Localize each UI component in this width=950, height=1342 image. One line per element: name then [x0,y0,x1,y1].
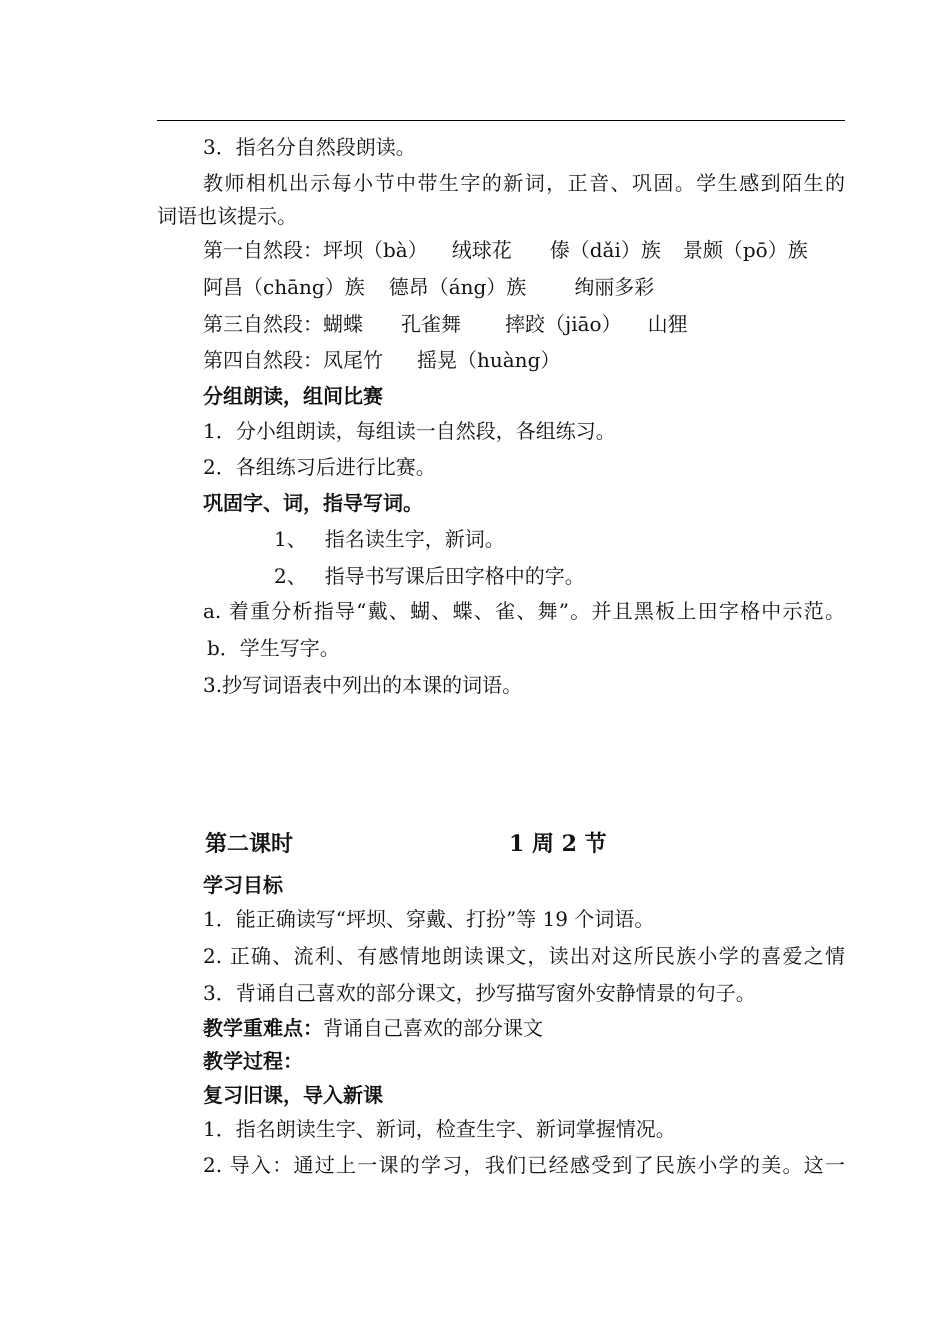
group-item-1: 1．分小组朗读，每组读一自然段，各组练习。 [203,419,616,443]
para1-label: 第一自然段： [203,238,323,262]
goal-1: 1．能正确读写“坪坝、穿戴、打扮”等 19 个词语。 [203,907,655,931]
consolidate-heading: 巩固字、词，指导写词。 [203,491,423,515]
consolidate-b: b．学生写字。 [207,636,340,660]
key-text: 背诵自己喜欢的部分课文 [323,1016,543,1040]
group-item-2: 2．各组练习后进行比赛。 [203,455,436,479]
consolidate-a: a. 着重分析指导“戴、蝴、蝶、雀、舞”。并且黑板上田字格中示范。 [203,599,845,623]
word: 阿昌（chāng）族 [203,275,365,299]
review-heading: 复习旧课，导入新课 [203,1083,383,1107]
para1-row [203,238,808,262]
word: 孔雀舞 [401,312,461,336]
process-heading: 教学过程： [203,1049,303,1073]
top-rule [157,120,845,121]
para4-row [203,348,560,372]
item-text: 指名读生字，新词。 [324,527,505,551]
word: 绚丽多彩 [574,275,655,299]
word: 摇晃（huàng） [417,348,561,372]
para1-row-2 [203,275,654,299]
review-1: 1．指名朗读生字、新词，检查生字、新词掌握情况。 [203,1117,676,1141]
consolidate-item-1 [274,527,505,551]
lesson-title: 第二课时 [205,831,294,857]
word: 蝴蝶 [323,312,363,336]
goal-2: 2. 正确、流利、有感情地朗读课文，读出对这所民族小学的喜爱之情 [203,944,845,968]
teacher-line-2: 词语也该提示。 [157,204,297,228]
goal-3: 3．背诵自己喜欢的部分课文，抄写描写窗外安静情景的句子。 [203,981,756,1005]
para3-row [203,312,688,336]
group-heading: 分组朗读，组间比赛 [203,384,383,408]
teacher-line-1: 教师相机出示每小节中带生字的新词，正音、巩固。学生感到陌生的 [203,171,845,195]
lesson-time: 1 周 2 节 [509,831,607,857]
word: 山狸 [647,312,688,336]
review-2: 2. 导入：通过上一课的学习，我们已经感受到了民族小学的美。这一 [203,1153,845,1177]
item-number: 1、 [274,527,307,551]
word: 摔跤（jiāo） [505,312,622,336]
goals-heading: 学习目标 [203,873,283,897]
consolidate-item-2 [274,564,585,588]
word: 德昂（áng）族 [388,275,527,299]
consolidate-3: 3.抄写词语表中列出的本课的词语。 [203,673,523,697]
para3-label: 第三自然段： [203,312,323,336]
key-points [203,1016,543,1040]
word: 凤尾竹 [323,348,383,372]
word: 绒球花 [451,238,512,262]
word: 傣（dǎi）族 [549,238,661,262]
word: 坪坝（bà） [323,238,428,262]
item-text: 指导书写课后田字格中的字。 [324,564,585,588]
key-label: 教学重难点： [203,1016,323,1040]
item-number: 2、 [274,564,307,588]
word: 景颇（pō）族 [682,238,808,262]
step-3: 3．指名分自然段朗读。 [203,135,416,159]
para4-label: 第四自然段： [203,348,323,372]
